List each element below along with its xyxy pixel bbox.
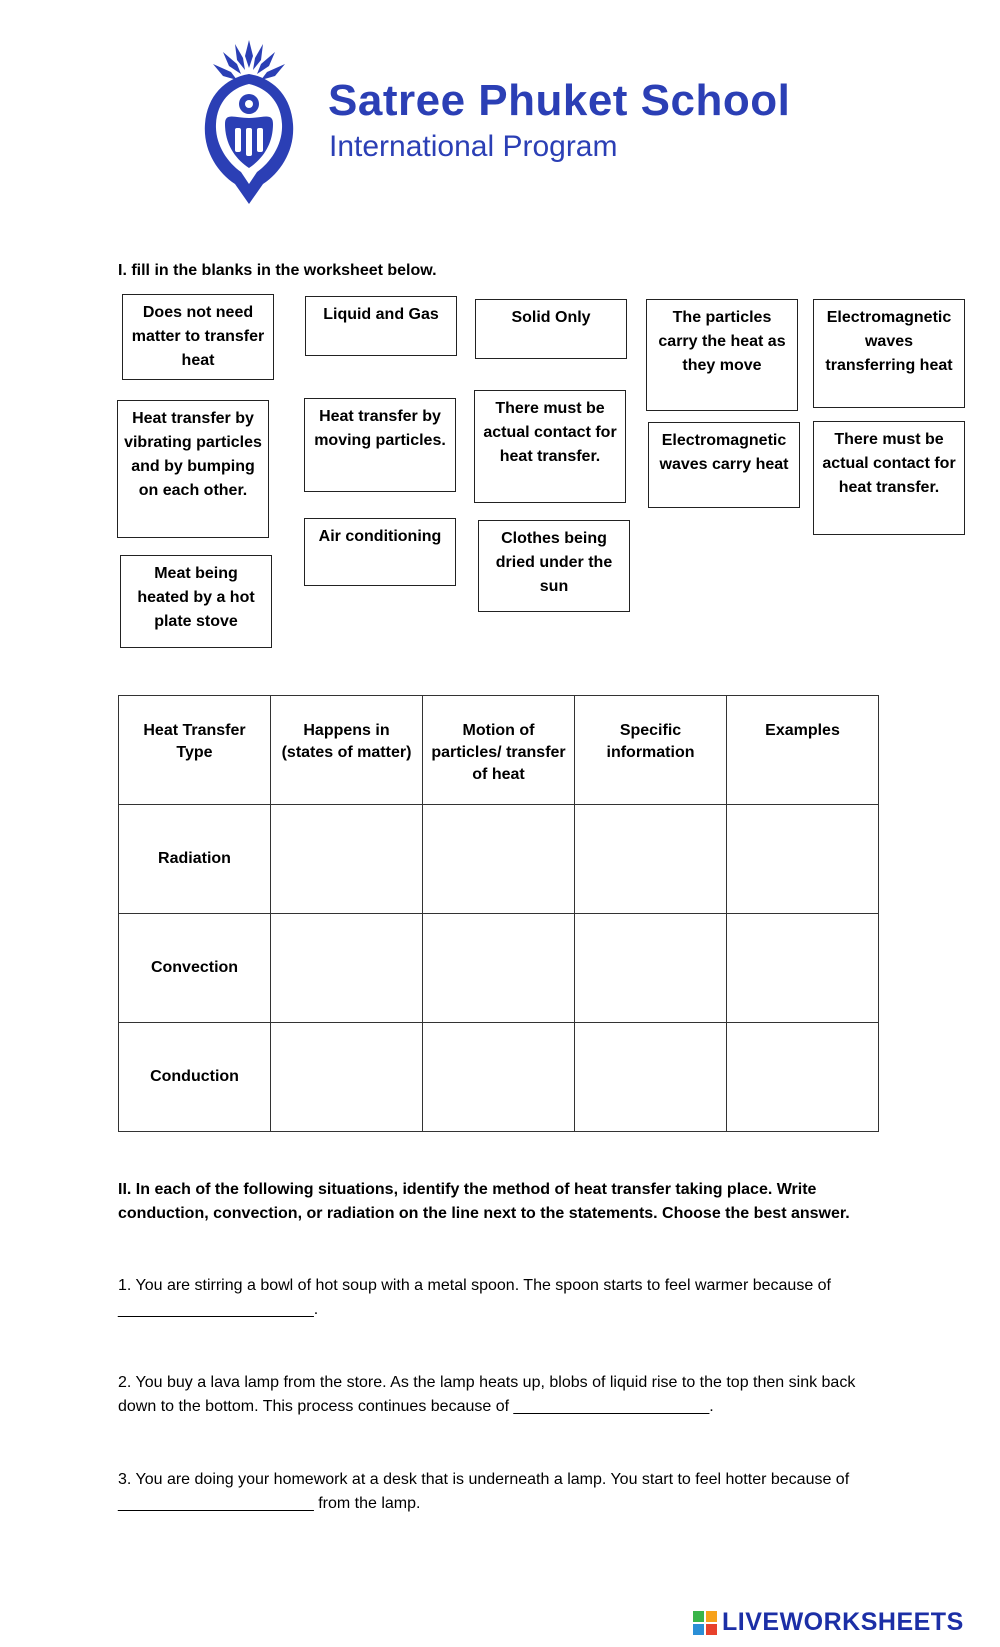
word-box[interactable]: Air conditioning	[304, 518, 456, 586]
word-box[interactable]: Does not need matter to transfer heat	[122, 294, 274, 380]
table-header-row	[119, 696, 879, 805]
table-header-cell: Specific information	[575, 696, 727, 805]
answer-cell[interactable]	[423, 805, 575, 914]
answer-cell[interactable]	[575, 914, 727, 1023]
row-label: Conduction	[119, 1023, 271, 1132]
word-box[interactable]: There must be actual contact for heat transfer.	[813, 421, 965, 535]
word-box[interactable]: Clothes being dried under the sun	[478, 520, 630, 612]
footer-brand: LIVEWORKSHEETS	[722, 1608, 964, 1636]
school-emblem-icon	[195, 38, 303, 206]
word-box[interactable]: Electromagnetic waves transferring heat	[813, 299, 965, 408]
answer-cell[interactable]	[271, 1023, 423, 1132]
table-header-cell: Heat Transfer Type	[119, 696, 271, 805]
answer-cell[interactable]	[271, 914, 423, 1023]
row-label: Convection	[119, 914, 271, 1023]
word-box[interactable]: Liquid and Gas	[305, 296, 457, 356]
section-2-title: II. In each of the following situations, identify the method of heat transfer taking place. Write conduction, convection, or radiation on the line next to the statements. Choose the best answer.	[118, 1181, 850, 1222]
answer-cell[interactable]	[423, 1023, 575, 1132]
table-header-cell: Examples	[727, 696, 879, 805]
word-box[interactable]: Electromagnetic waves carry heat	[648, 422, 800, 508]
answer-cell[interactable]	[271, 805, 423, 914]
section-1-title: I. fill in the blanks in the worksheet below.	[118, 262, 437, 279]
question-1[interactable]: 1. You are stirring a bowl of hot soup with a metal spoon. The spoon starts to feel warmer because of ______________________.	[118, 1277, 831, 1318]
heat-transfer-table	[118, 695, 879, 1132]
word-box[interactable]: The particles carry the heat as they move	[646, 299, 798, 411]
word-box[interactable]: Heat transfer by vibrating particles and by bumping on each other.	[117, 400, 269, 538]
answer-cell[interactable]	[727, 1023, 879, 1132]
word-box[interactable]: There must be actual contact for heat transfer.	[474, 390, 626, 503]
answer-cell[interactable]	[727, 914, 879, 1023]
table-row	[119, 914, 879, 1023]
table-row	[119, 805, 879, 914]
word-box[interactable]: Solid Only	[475, 299, 627, 359]
answer-cell[interactable]	[575, 1023, 727, 1132]
school-name: Satree Phuket School	[328, 76, 791, 125]
question-3[interactable]: 3. You are doing your homework at a desk that is underneath a lamp. You start to feel hotter because of ______________________ from the lamp.	[118, 1471, 850, 1512]
table-row	[119, 1023, 879, 1132]
question-2[interactable]: 2. You buy a lava lamp from the store. As the lamp heats up, blobs of liquid rise to the top then sink back down to the bottom. This process continues because of ______________________.	[118, 1374, 856, 1415]
table-header-cell: Motion of particles/ transfer of heat	[423, 696, 575, 805]
word-box[interactable]: Meat being heated by a hot plate stove	[120, 555, 272, 648]
program-name: International Program	[329, 130, 618, 163]
table-header-cell: Happens in (states of matter)	[271, 696, 423, 805]
liveworksheets-logo	[692, 1608, 964, 1638]
liveworksheets-icon	[692, 1610, 718, 1636]
word-box[interactable]: Heat transfer by moving particles.	[304, 398, 456, 492]
row-label: Radiation	[119, 805, 271, 914]
answer-cell[interactable]	[727, 805, 879, 914]
answer-cell[interactable]	[575, 805, 727, 914]
answer-cell[interactable]	[423, 914, 575, 1023]
school-logo	[195, 38, 835, 208]
